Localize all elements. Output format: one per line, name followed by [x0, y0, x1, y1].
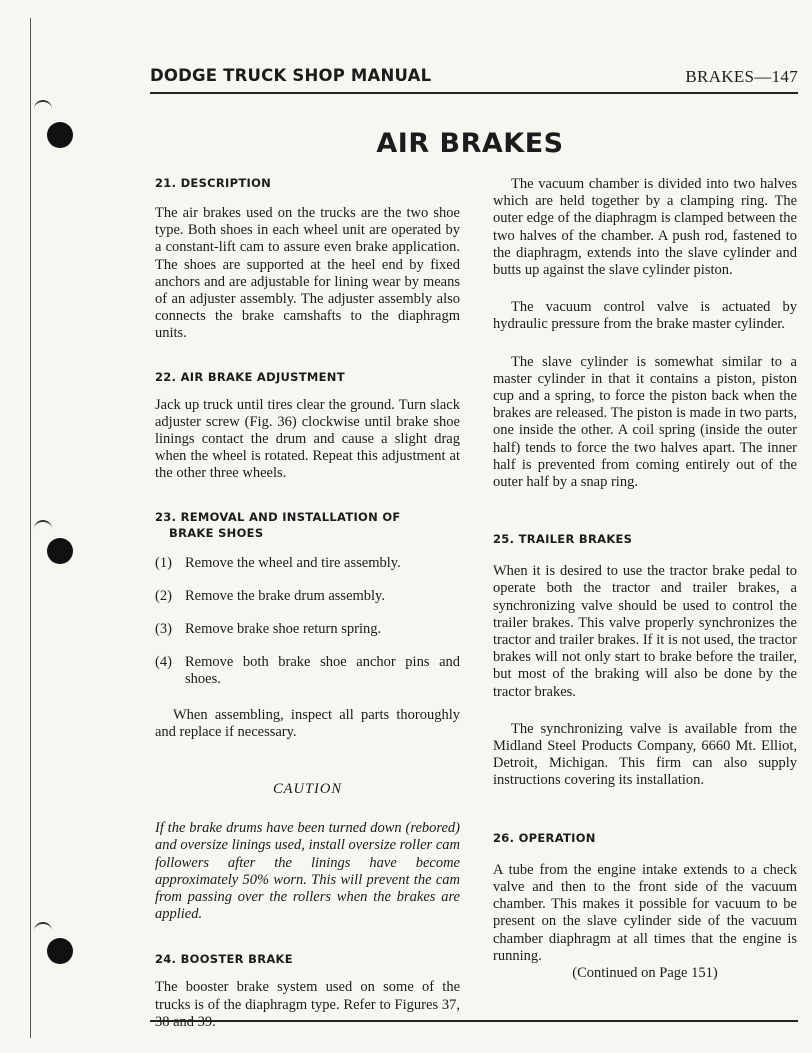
- booster-paragraph: The booster brake system used on some of the trucks is of the diaphragm type. Refer to Figures 37,: [155, 979, 460, 1013]
- step-text: Remove the brake drum assembly.: [185, 587, 385, 604]
- step-number: (3): [155, 621, 172, 638]
- vacuum-chamber-paragraph: The vacuum chamber is divided into two halves which are held together by a clamping ring. The outer edge of the diaphragm is clamped between the two halves of the chamber. A push rod, fastened to the diaphragm, extends into the slave cylinder and butts up against the slave cylinder piston.: [493, 176, 797, 279]
- section-heading-trailer: 25. TRAILER BRAKES: [493, 532, 633, 547]
- page-title: AIR BRAKES: [376, 128, 564, 159]
- adjustment-paragraph: Jack up truck until tires clear the ground. Turn slack adjuster screw (Fig. 36) clockwise until brake shoe linings contact the drum and cause a slight drag when the wheel is rotated. Repeat this adjustment at the other three wheels.: [155, 396, 460, 482]
- step-number: (1): [155, 554, 172, 571]
- manual-title: DODGE TRUCK SHOP MANUAL: [150, 66, 432, 85]
- page-reference: BRAKES—147: [685, 67, 798, 86]
- description-paragraph: The air brakes used on the trucks are the two shoe type. Both shoes in each wheel unit are operated by a constant-lift cam to assure even brake application. The shoes are supported at the heel end by fixed anchors and are adjustable for lining wear by means of an adjuster assembly. The adjuster assembly also connects the brake camshafts to the diaphragm units.: [155, 205, 460, 342]
- section-heading-operation: 26. OPERATION: [493, 830, 596, 845]
- section-heading-removal-cont: BRAKE SHOES: [169, 525, 264, 540]
- synchronizing-valve-paragraph: The synchronizing valve is available from the Midland Steel Products Company, 6660 Mt. Elliot, Detroit, Michigan. This firm can also supply instructions covering its installation.: [493, 720, 797, 789]
- procedure-step: [155, 621, 460, 638]
- operation-paragraph: A tube from the engine intake extends to a check valve and then to the front side of the vacuum chamber. This makes it possible for vacuum to be present on the slave cylinder side of the vacuum chamber diaphragm at all times that the engine is running.: [493, 861, 797, 964]
- step-text: Remove the wheel and tire assembly.: [185, 554, 401, 571]
- punch-hole: [47, 538, 73, 564]
- header-divider: [150, 92, 798, 94]
- caution-text: If the brake drums have been turned down (rebored) and oversize linings used, install oversize roller cam followers after the linings have become approximately 50% worn. This will prevent the cam from passing over the rollers when the brakes are applied.: [155, 820, 460, 923]
- procedure-step: [155, 654, 460, 688]
- step-text: Remove brake shoe return spring.: [185, 621, 382, 638]
- caution-title: CAUTION: [272, 781, 343, 798]
- section-heading-booster: 24. BOOSTER BRAKE: [155, 952, 293, 967]
- step-number: (2): [155, 587, 172, 604]
- slave-cylinder-paragraph: The slave cylinder is somewhat similar to a master cylinder in that it contains a piston, piston cup and a spring, to force the piston back when the brakes are released. The piston is made in two parts, one inside the other. A coil spring (inside the outer half) tends to force the two halves apart. The inner half is prevented from coming entirely out of the outer half by a snap ring.: [493, 353, 797, 491]
- binder-ring-mark: [34, 922, 52, 934]
- control-valve-paragraph: The vacuum control valve is actuated by hydraulic pressure from the brake master cylinder.: [493, 299, 797, 333]
- step-text: Remove both brake shoe anchor pins and shoes.: [185, 654, 460, 688]
- punch-hole: [47, 938, 73, 964]
- trailer-paragraph: When it is desired to use the tractor brake pedal to operate both the tractor and trailer brakes, a synchronizing valve should be used to control the trailer brakes. This valve properly synchronizes the tractor and trailer brakes. If it is not used, the tractor brakes will not only start to brake before the trailer, but most of the braking will also be done by the tractor brakes.: [493, 563, 797, 700]
- binder-ring-mark: [34, 100, 52, 112]
- section-heading-description: 21. DESCRIPTION: [155, 176, 272, 190]
- step-number: (4): [155, 654, 172, 671]
- procedure-step: [155, 555, 460, 572]
- left-column: [155, 175, 460, 1031]
- binder-ring-mark: [34, 520, 52, 532]
- continued-note: (Continued on Page 151): [572, 964, 718, 981]
- punch-hole: [47, 122, 73, 148]
- right-column: [493, 176, 797, 982]
- binding-edge-line: [30, 18, 31, 1038]
- section-heading-removal: 23. REMOVAL AND INSTALLATION OF: [155, 509, 401, 524]
- section-heading-adjustment: 22. AIR BRAKE ADJUSTMENT: [155, 369, 345, 384]
- footer-divider: [150, 1020, 798, 1022]
- procedure-step: [155, 588, 460, 605]
- assembly-note: When assembling, inspect all parts thoroughly and replace if necessary.: [155, 706, 460, 740]
